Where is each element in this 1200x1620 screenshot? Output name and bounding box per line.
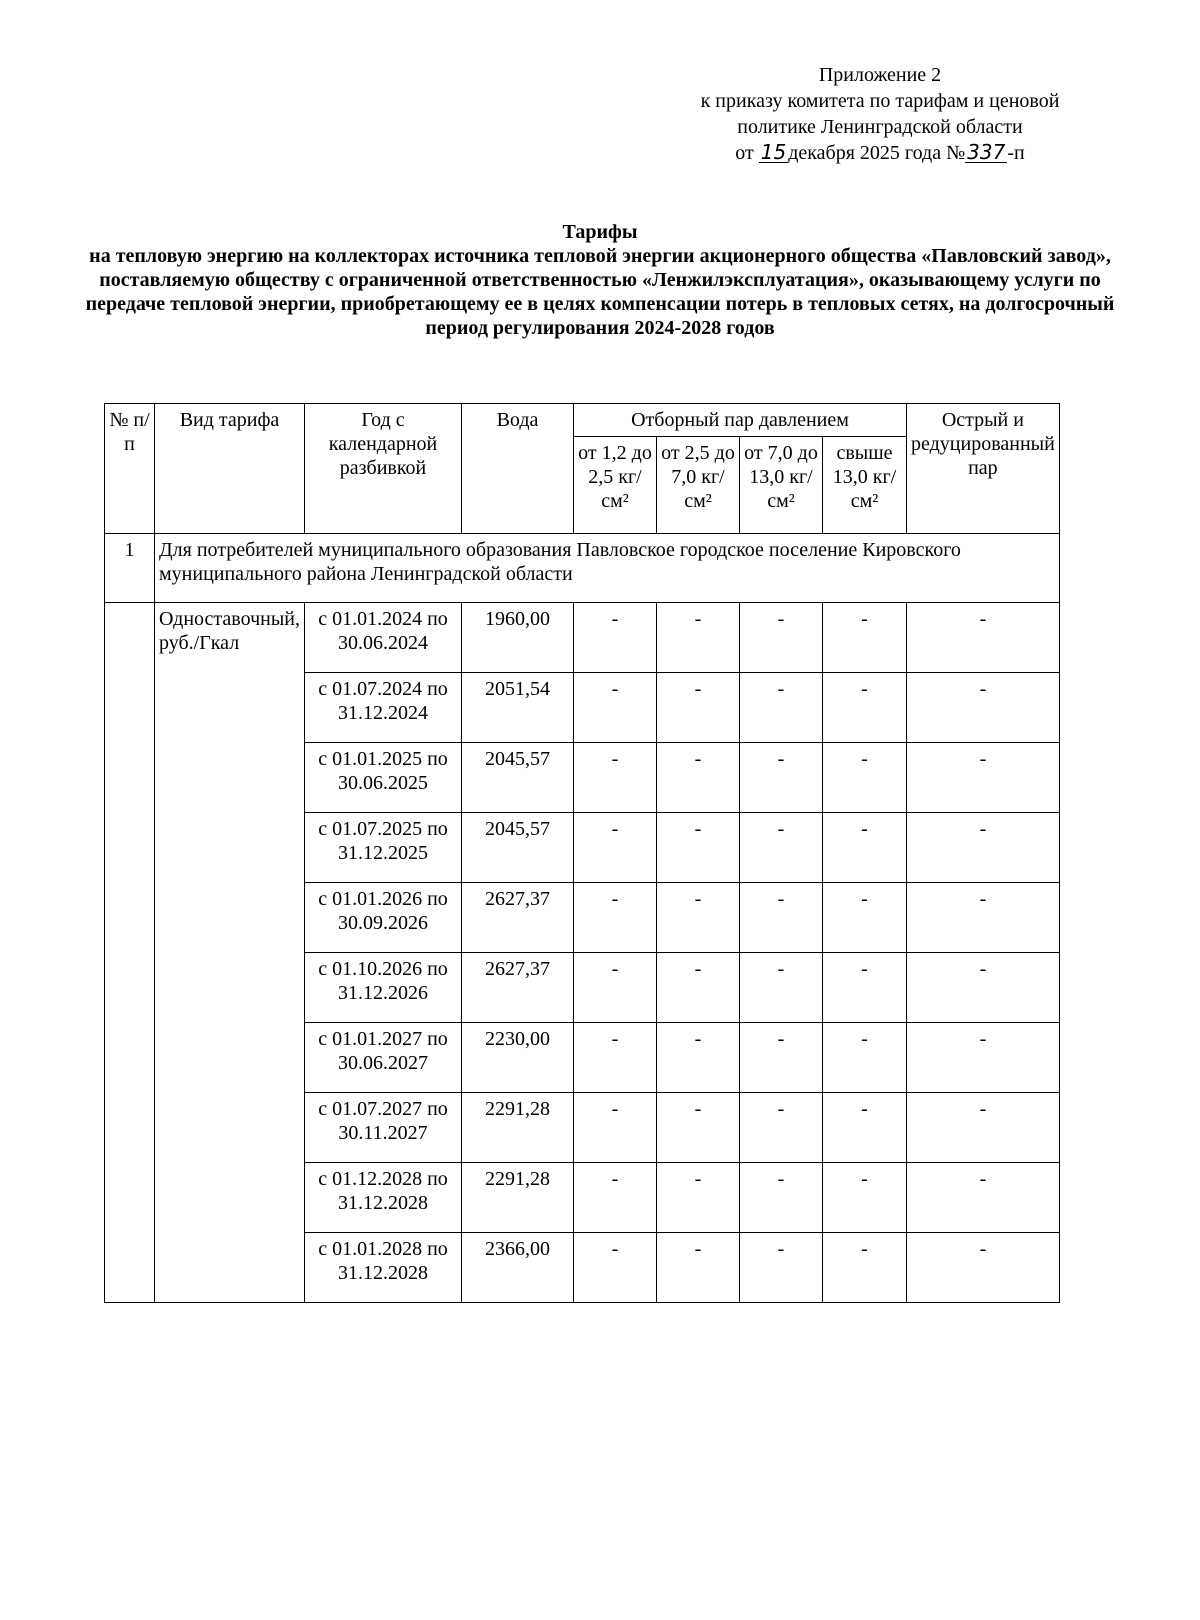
dash-cell: - bbox=[574, 673, 657, 743]
date-middle: декабря 2025 года № bbox=[788, 142, 966, 164]
dash-cell: - bbox=[823, 603, 907, 673]
document-title bbox=[80, 220, 1120, 340]
dash-cell: - bbox=[740, 603, 823, 673]
water-cell: 2627,37 bbox=[462, 883, 574, 953]
water-cell: 2230,00 bbox=[462, 1023, 574, 1093]
water-cell: 2045,57 bbox=[462, 813, 574, 883]
period-cell: с 01.01.2028 по 31.12.2028 bbox=[305, 1233, 462, 1303]
header-type: Вид тарифа bbox=[155, 404, 305, 534]
header-steam: Отборный пар давлением bbox=[574, 404, 907, 437]
section-num: 1 bbox=[105, 534, 155, 603]
period-cell: с 01.01.2025 по 30.06.2025 bbox=[305, 743, 462, 813]
tariffs-table bbox=[104, 403, 1060, 1303]
dash-cell: - bbox=[574, 953, 657, 1023]
subheader-4: свыше 13,0 кг/см² bbox=[823, 437, 907, 534]
dash-cell: - bbox=[907, 1233, 1060, 1303]
order-day: 15 bbox=[760, 140, 787, 164]
dash-cell: - bbox=[574, 603, 657, 673]
dash-cell: - bbox=[907, 1023, 1060, 1093]
period-cell: с 01.07.2027 по 30.11.2027 bbox=[305, 1093, 462, 1163]
dash-cell: - bbox=[657, 953, 740, 1023]
water-cell: 2627,37 bbox=[462, 953, 574, 1023]
dash-cell: - bbox=[740, 1233, 823, 1303]
period-cell: с 01.01.2027 по 30.06.2027 bbox=[305, 1023, 462, 1093]
appendix-line3: политике Ленинградской области bbox=[737, 116, 1023, 138]
dash-cell: - bbox=[823, 1023, 907, 1093]
dash-cell: - bbox=[574, 1233, 657, 1303]
dash-cell: - bbox=[657, 1233, 740, 1303]
dash-cell: - bbox=[574, 1023, 657, 1093]
dash-cell: - bbox=[740, 1093, 823, 1163]
dash-cell: - bbox=[907, 883, 1060, 953]
empty-cell bbox=[105, 603, 155, 1303]
section-title: Для потребителей муниципального образования Павловское городское поселение Кировского муниципального района Ленинградской области bbox=[155, 534, 1060, 603]
dash-cell: - bbox=[574, 1163, 657, 1233]
dash-cell: - bbox=[657, 1163, 740, 1233]
dash-cell: - bbox=[657, 673, 740, 743]
dash-cell: - bbox=[740, 743, 823, 813]
dash-cell: - bbox=[740, 1163, 823, 1233]
dash-cell: - bbox=[574, 883, 657, 953]
dash-cell: - bbox=[823, 1093, 907, 1163]
dash-cell: - bbox=[907, 953, 1060, 1023]
dash-cell: - bbox=[657, 743, 740, 813]
dash-cell: - bbox=[740, 953, 823, 1023]
header-water: Вода bbox=[462, 404, 574, 534]
title-body: на тепловую энергию на коллекторах источника тепловой энергии акционерного общества «Павловский завод», поставляемую обществу с ограниченной ответственностью «Ленжилэксплуатация», оказывающему услуги по передаче тепловой энергии, приобретающему ее в целях компенсации потерь в тепловых сетях, на долгосрочный период регулирования 2024-2028 годов bbox=[85, 245, 1115, 339]
title-heading: Тарифы bbox=[562, 221, 638, 243]
order-suffix: -п bbox=[1007, 142, 1025, 164]
subheader-3: от 7,0 до 13,0 кг/см² bbox=[740, 437, 823, 534]
dash-cell: - bbox=[823, 953, 907, 1023]
dash-cell: - bbox=[657, 1093, 740, 1163]
dash-cell: - bbox=[823, 813, 907, 883]
header-row bbox=[105, 404, 1060, 437]
period-cell: с 01.10.2026 по 31.12.2026 bbox=[305, 953, 462, 1023]
dash-cell: - bbox=[657, 603, 740, 673]
dash-cell: - bbox=[657, 883, 740, 953]
water-cell: 2291,28 bbox=[462, 1163, 574, 1233]
header-sharp: Острый и редуцированный пар bbox=[907, 404, 1060, 534]
dash-cell: - bbox=[740, 1023, 823, 1093]
period-cell: с 01.12.2028 по 31.12.2028 bbox=[305, 1163, 462, 1233]
dash-cell: - bbox=[657, 813, 740, 883]
appendix-line2: к приказу комитета по тарифам и ценовой bbox=[700, 90, 1060, 112]
dash-cell: - bbox=[907, 743, 1060, 813]
period-cell: с 01.07.2024 по 31.12.2024 bbox=[305, 673, 462, 743]
water-cell: 1960,00 bbox=[462, 603, 574, 673]
period-cell: с 01.01.2026 по 30.09.2026 bbox=[305, 883, 462, 953]
appendix-date-line bbox=[640, 140, 1120, 166]
water-cell: 2366,00 bbox=[462, 1233, 574, 1303]
dash-cell: - bbox=[823, 743, 907, 813]
dash-cell: - bbox=[907, 1093, 1060, 1163]
dash-cell: - bbox=[907, 1163, 1060, 1233]
header-year: Год с календарной разбивкой bbox=[305, 404, 462, 534]
tariff-type: Одноставочный, руб./Гкал bbox=[155, 603, 305, 1303]
subheader-1: от 1,2 до 2,5 кг/см² bbox=[574, 437, 657, 534]
table-row bbox=[105, 603, 1060, 673]
water-cell: 2045,57 bbox=[462, 743, 574, 813]
header-num: № п/п bbox=[105, 404, 155, 534]
dash-cell: - bbox=[740, 813, 823, 883]
dash-cell: - bbox=[823, 1163, 907, 1233]
dash-cell: - bbox=[740, 673, 823, 743]
water-cell: 2291,28 bbox=[462, 1093, 574, 1163]
appendix-line1: Приложение 2 bbox=[818, 64, 942, 86]
dash-cell: - bbox=[823, 1233, 907, 1303]
dash-cell: - bbox=[657, 1023, 740, 1093]
dash-cell: - bbox=[907, 603, 1060, 673]
period-cell: с 01.07.2025 по 31.12.2025 bbox=[305, 813, 462, 883]
order-number: 337 bbox=[967, 140, 1006, 164]
dash-cell: - bbox=[823, 673, 907, 743]
dash-cell: - bbox=[740, 883, 823, 953]
dash-cell: - bbox=[907, 813, 1060, 883]
water-cell: 2051,54 bbox=[462, 673, 574, 743]
date-prefix: от bbox=[735, 142, 754, 164]
appendix-block bbox=[640, 62, 1120, 166]
period-cell: с 01.01.2024 по 30.06.2024 bbox=[305, 603, 462, 673]
dash-cell: - bbox=[574, 813, 657, 883]
section-row bbox=[105, 534, 1060, 603]
dash-cell: - bbox=[574, 743, 657, 813]
dash-cell: - bbox=[907, 673, 1060, 743]
dash-cell: - bbox=[574, 1093, 657, 1163]
subheader-2: от 2,5 до 7,0 кг/см² bbox=[657, 437, 740, 534]
dash-cell: - bbox=[823, 883, 907, 953]
